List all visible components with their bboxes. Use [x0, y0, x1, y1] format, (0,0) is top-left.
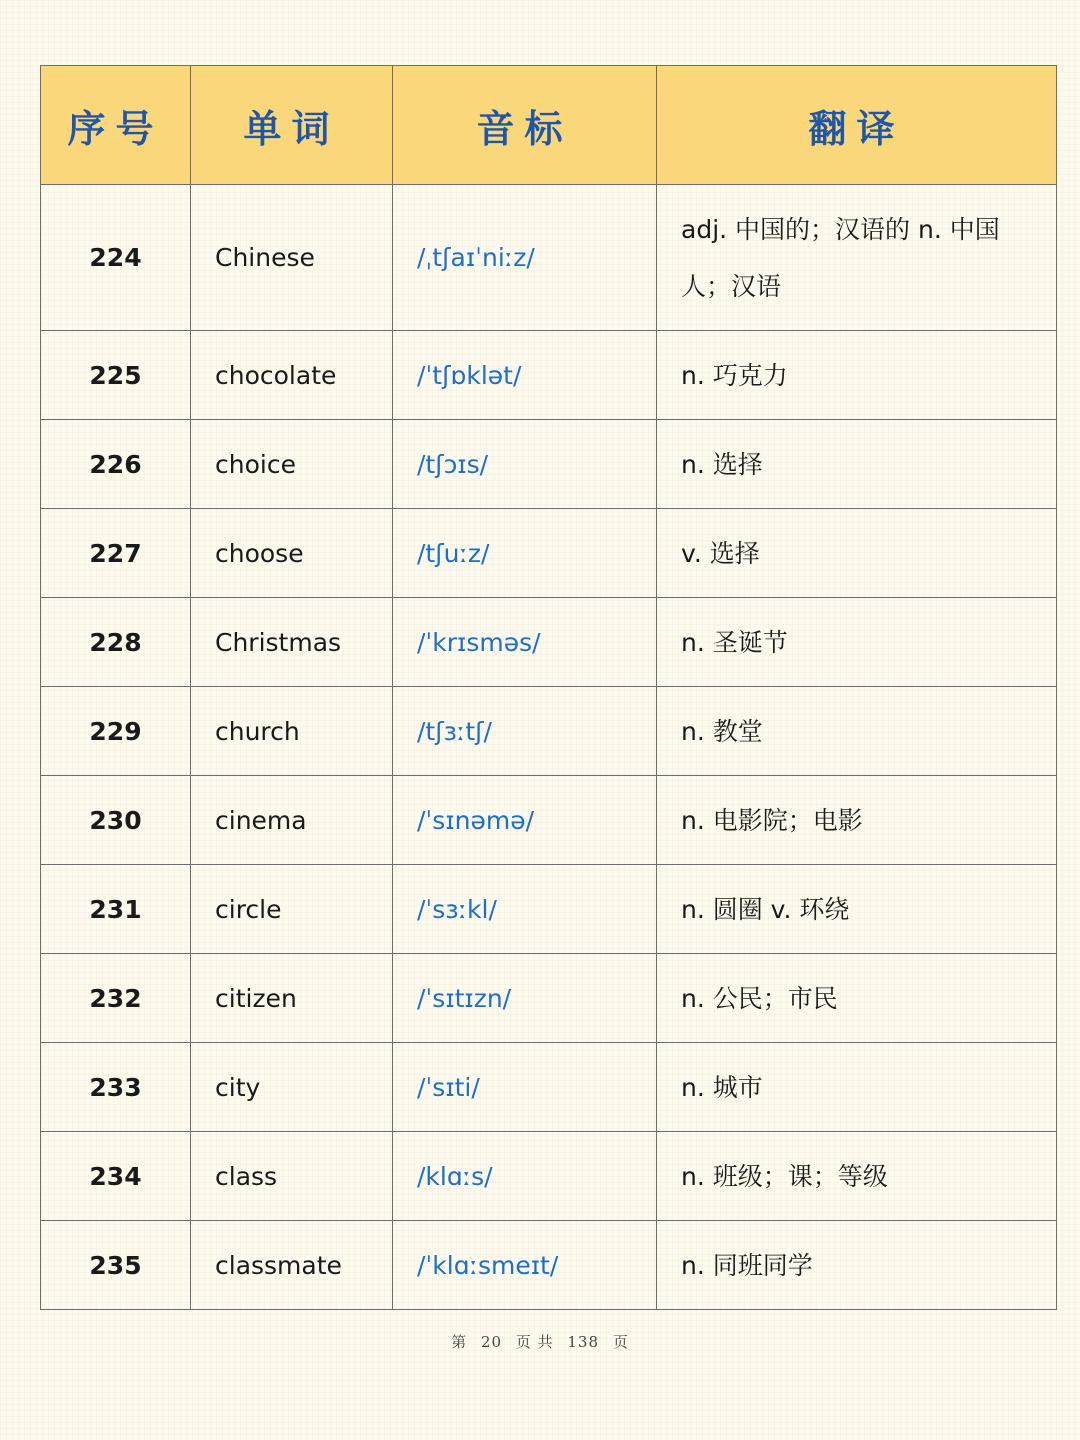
row-phonetic: /ˈsɜːkl/ — [393, 865, 657, 954]
footer-page-number: 20 — [480, 1333, 503, 1351]
row-word: cinema — [191, 776, 393, 865]
row-phonetic: /ˈsɪti/ — [393, 1043, 657, 1132]
table-row — [41, 509, 1057, 598]
table-row — [41, 687, 1057, 776]
row-number: 227 — [41, 509, 191, 598]
row-word: circle — [191, 865, 393, 954]
row-translation: n. 电影院；电影 — [657, 776, 1057, 865]
row-translation: n. 城市 — [657, 1043, 1057, 1132]
footer-total-pages: 138 — [567, 1333, 600, 1351]
row-word: Christmas — [191, 598, 393, 687]
row-translation: n. 公民；市民 — [657, 954, 1057, 1043]
row-translation: n. 同班同学 — [657, 1221, 1057, 1310]
table-row — [41, 1221, 1057, 1310]
row-number: 228 — [41, 598, 191, 687]
row-translation: n. 巧克力 — [657, 331, 1057, 420]
footer-prefix: 第 — [451, 1333, 468, 1351]
row-phonetic: /ˈkrɪsməs/ — [393, 598, 657, 687]
row-phonetic: /tʃɔɪs/ — [393, 420, 657, 509]
row-translation: v. 选择 — [657, 509, 1057, 598]
row-number: 224 — [41, 185, 191, 331]
row-phonetic: /ˈsɪnəmə/ — [393, 776, 657, 865]
row-translation: n. 圣诞节 — [657, 598, 1057, 687]
page-footer — [0, 1331, 1080, 1352]
row-phonetic: /ˌtʃaɪˈniːz/ — [393, 185, 657, 331]
row-word: chocolate — [191, 331, 393, 420]
table-row — [41, 598, 1057, 687]
header-translation: 翻译 — [657, 66, 1057, 185]
row-phonetic: /klɑːs/ — [393, 1132, 657, 1221]
row-word: city — [191, 1043, 393, 1132]
table-row — [41, 420, 1057, 509]
vocab-table — [40, 65, 1057, 1310]
row-word: choose — [191, 509, 393, 598]
table-row — [41, 954, 1057, 1043]
row-translation: adj. 中国的；汉语的 n. 中国人；汉语 — [657, 185, 1057, 331]
header-phonetic: 音标 — [393, 66, 657, 185]
row-word: class — [191, 1132, 393, 1221]
row-number: 231 — [41, 865, 191, 954]
row-word: classmate — [191, 1221, 393, 1310]
row-phonetic: /ˈklɑːsmeɪt/ — [393, 1221, 657, 1310]
table-row — [41, 331, 1057, 420]
row-translation: n. 圆圈 v. 环绕 — [657, 865, 1057, 954]
row-phonetic: /ˈsɪtɪzn/ — [393, 954, 657, 1043]
header-number: 序号 — [41, 66, 191, 185]
row-number: 234 — [41, 1132, 191, 1221]
row-number: 229 — [41, 687, 191, 776]
table-row — [41, 1043, 1057, 1132]
row-word: choice — [191, 420, 393, 509]
row-number: 225 — [41, 331, 191, 420]
row-phonetic: /tʃɜːtʃ/ — [393, 687, 657, 776]
row-word: Chinese — [191, 185, 393, 331]
row-translation: n. 教堂 — [657, 687, 1057, 776]
row-word: church — [191, 687, 393, 776]
table-row — [41, 776, 1057, 865]
row-number: 233 — [41, 1043, 191, 1132]
header-word: 单词 — [191, 66, 393, 185]
row-word: citizen — [191, 954, 393, 1043]
row-translation: n. 选择 — [657, 420, 1057, 509]
table-row — [41, 865, 1057, 954]
row-phonetic: /ˈtʃɒklət/ — [393, 331, 657, 420]
table-row — [41, 185, 1057, 331]
footer-suffix: 页 — [612, 1333, 629, 1351]
header-row — [41, 66, 1057, 185]
row-number: 235 — [41, 1221, 191, 1310]
row-translation: n. 班级；课；等级 — [657, 1132, 1057, 1221]
table-row — [41, 1132, 1057, 1221]
row-number: 226 — [41, 420, 191, 509]
row-number: 232 — [41, 954, 191, 1043]
row-phonetic: /tʃuːz/ — [393, 509, 657, 598]
row-number: 230 — [41, 776, 191, 865]
footer-middle: 页 共 — [515, 1333, 554, 1351]
